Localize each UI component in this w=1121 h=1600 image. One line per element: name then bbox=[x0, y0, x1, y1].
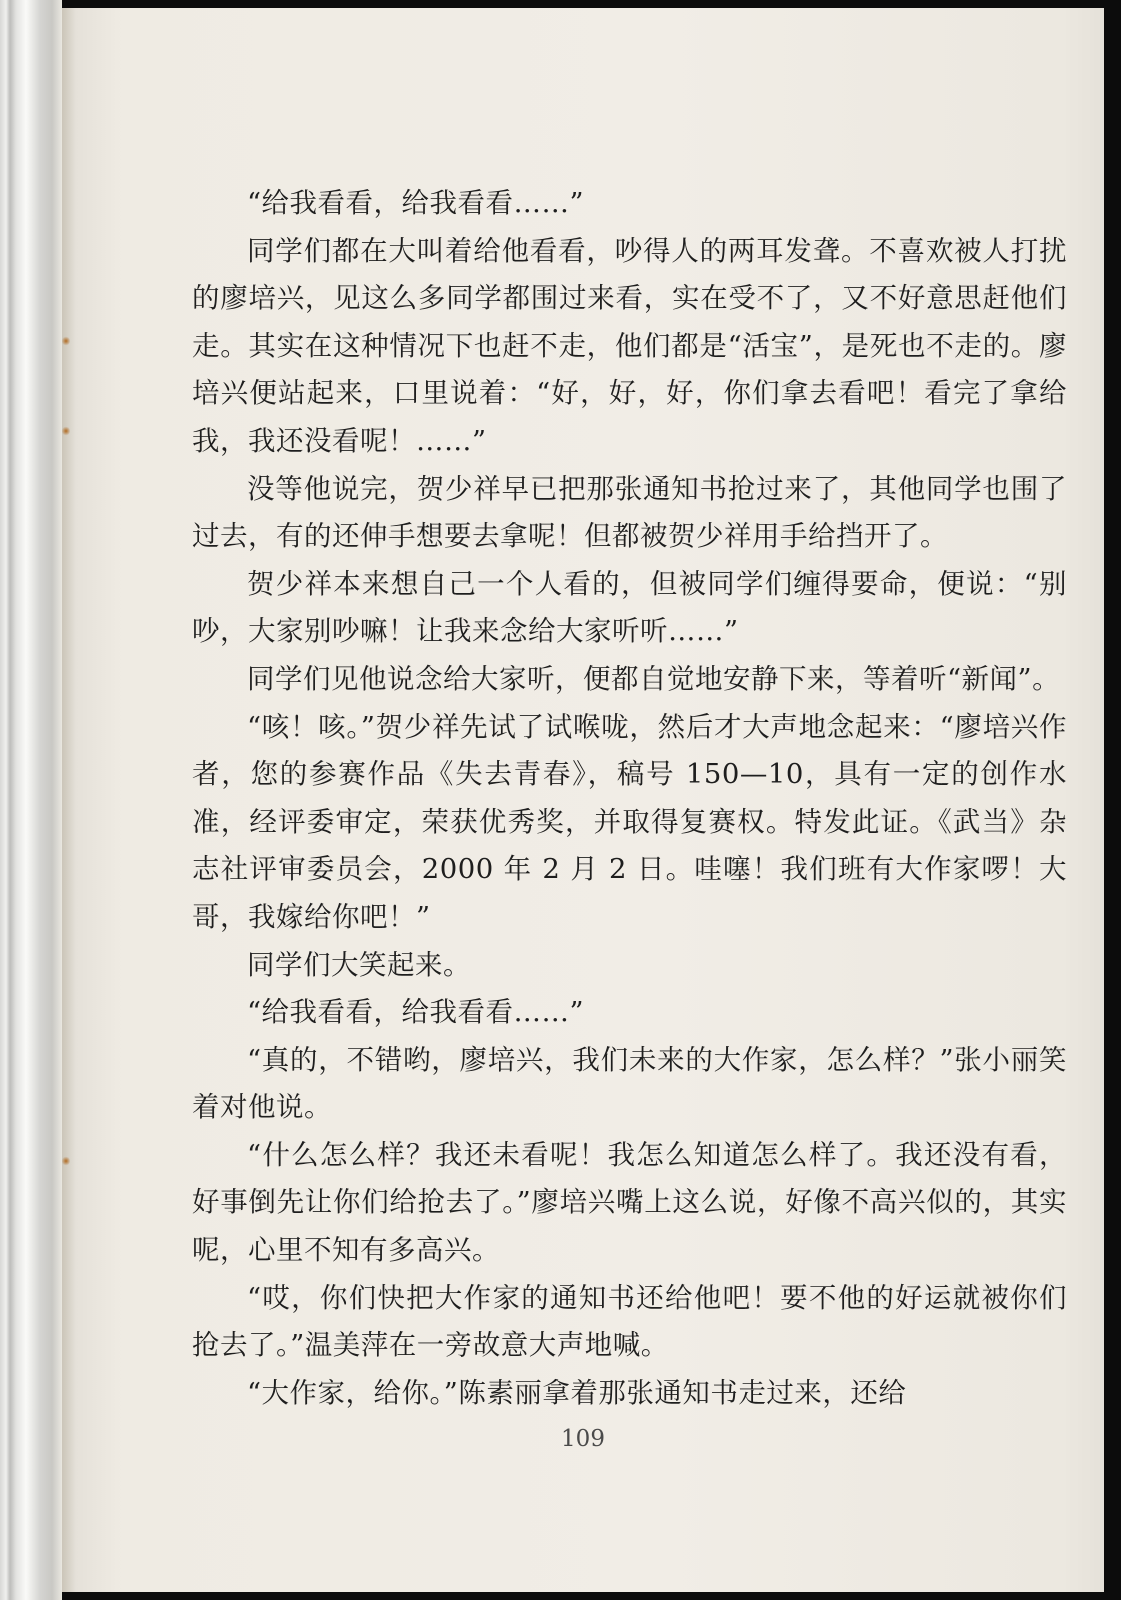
page-edge-mark bbox=[62, 336, 70, 346]
page-edge-mark bbox=[62, 426, 70, 436]
book-page-edges bbox=[0, 0, 62, 1600]
paragraph: “咳！咳。”贺少祥先试了试喉咙，然后才大声地念起来：“廖培兴作者，您的参赛作品《失去青春》，稿号 150—10，具有一定的创作水准，经评委审定，荣获优秀奖，并取得复赛权。特发此证。《武当》杂志社评审委员会，2000 年 2 月 2 日。哇噻！我们班有大作家啰！大哥，我嫁给你吧！” bbox=[192, 710, 1067, 933]
paragraph: 同学们都在大叫着给他看看，吵得人的两耳发聋。不喜欢被人打扰的廖培兴，见这么多同学都围过来看，实在受不了，又不好意思赶他们走。其实在这种情况下也赶不走，他们都是“活宝”，是死也不走的。廖培兴便站起来，口里说着：“好，好，好，你们拿去看吧！看完了拿给我，我还没看呢！……” bbox=[192, 234, 1067, 457]
book-page bbox=[62, 8, 1104, 1592]
paragraph: 同学们大笑起来。 bbox=[247, 948, 471, 981]
paragraph: “什么怎么样？我还未看呢！我怎么知道怎么样了。我还没有看，好事倒先让你们给抢去了。”廖培兴嘴上这么说，好像不高兴似的，其实呢，心里不知有多高兴。 bbox=[192, 1138, 1067, 1267]
paragraph: “哎，你们快把大作家的通知书还给他吧！要不他的好运就被你们抢去了。”温美萍在一旁故意大声地喊。 bbox=[192, 1281, 1067, 1362]
paragraph: “给我看看，给我看看……” bbox=[247, 187, 585, 219]
paragraph: 贺少祥本来想自己一个人看的，但被同学们缠得要命，便说：“别吵，大家别吵嘛！让我来念给大家听听……” bbox=[192, 567, 1067, 648]
page-number: 109 bbox=[561, 1426, 605, 1452]
paragraph: 没等他说完，贺少祥早已把那张通知书抢过来了，其他同学也围了过去，有的还伸手想要去拿呢！但都被贺少祥用手给挡开了。 bbox=[192, 472, 1067, 553]
page-edge-mark bbox=[62, 1156, 70, 1166]
paragraph: “大作家，给你。”陈素丽拿着那张通知书走过来，还给 bbox=[247, 1376, 907, 1409]
paragraph: “给我看看，给我看看……” bbox=[247, 996, 585, 1029]
body-text bbox=[192, 180, 1067, 1417]
paragraph: 同学们见他说念给大家听，便都自觉地安静下来，等着听“新闻”。 bbox=[247, 662, 1061, 695]
paragraph: “真的，不错哟，廖培兴，我们未来的大作家，怎么样？”张小丽笑着对他说。 bbox=[192, 1043, 1067, 1124]
